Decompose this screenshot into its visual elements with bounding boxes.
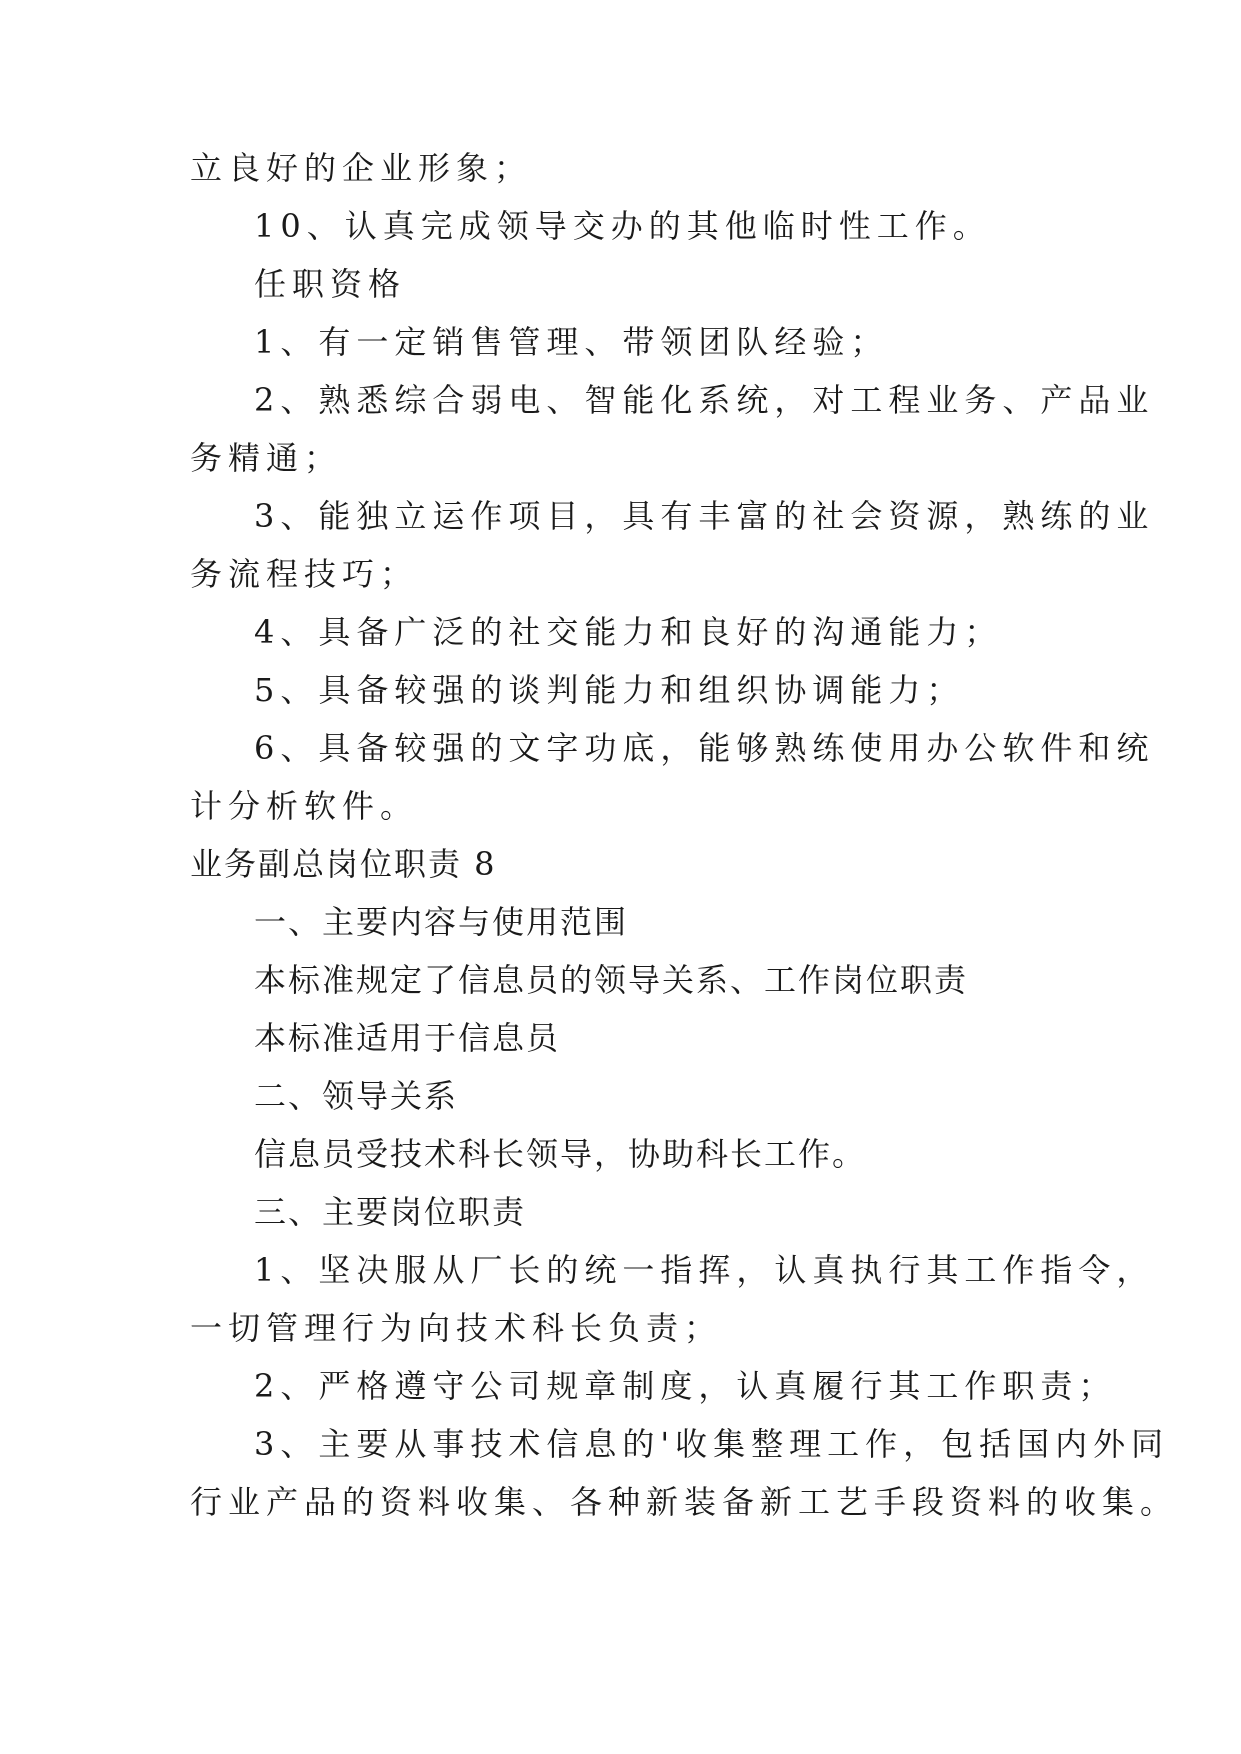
text-line: 一切管理行为向技术科长负责；: [190, 1309, 723, 1347]
text-line: 信息员受技术科长领导，协助科长工作。: [254, 1135, 867, 1173]
section-heading: 任职资格: [254, 265, 407, 303]
section-heading: 一、主要内容与使用范围: [254, 903, 629, 941]
text-line: 6、具备较强的文字功底，能够熟练使用办公软件和统: [254, 729, 1155, 767]
document-heading: 业务副总岗位职责 8: [190, 845, 497, 883]
text-line: 3、主要从事技术信息的'收集整理工作，包括国内外同: [254, 1425, 1170, 1463]
section-heading: 二、领导关系: [254, 1077, 459, 1115]
text-line: 10、认真完成领导交办的其他临时性工作。: [254, 207, 991, 245]
text-line: 务流程技巧；: [190, 555, 419, 593]
text-line: 1、坚决服从厂长的统一指挥，认真执行其工作指令，: [254, 1251, 1155, 1289]
text-line: 本标准适用于信息员: [254, 1019, 561, 1057]
text-line: 本标准规定了信息员的领导关系、工作岗位职责: [254, 961, 969, 999]
text-line: 3、能独立运作项目，具有丰富的社会资源，熟练的业: [254, 497, 1155, 535]
text-line: 务精通；: [190, 439, 343, 477]
text-line: 行业产品的资料收集、各种新装备新工艺手段资料的收集。: [190, 1483, 1179, 1521]
section-heading: 三、主要岗位职责: [254, 1193, 527, 1231]
text-line: 2、熟悉综合弱电、智能化系统，对工程业务、产品业: [254, 381, 1155, 419]
text-line: 2、严格遵守公司规章制度，认真履行其工作职责；: [254, 1367, 1117, 1405]
text-line: 5、具备较强的谈判能力和组织协调能力；: [254, 671, 965, 709]
text-line: 立良好的企业形象；: [190, 149, 533, 187]
text-line: 1、有一定销售管理、带领团队经验；: [254, 323, 889, 361]
text-line: 4、具备广泛的社交能力和良好的沟通能力；: [254, 613, 1003, 651]
text-line: 计分析软件。: [190, 787, 419, 825]
